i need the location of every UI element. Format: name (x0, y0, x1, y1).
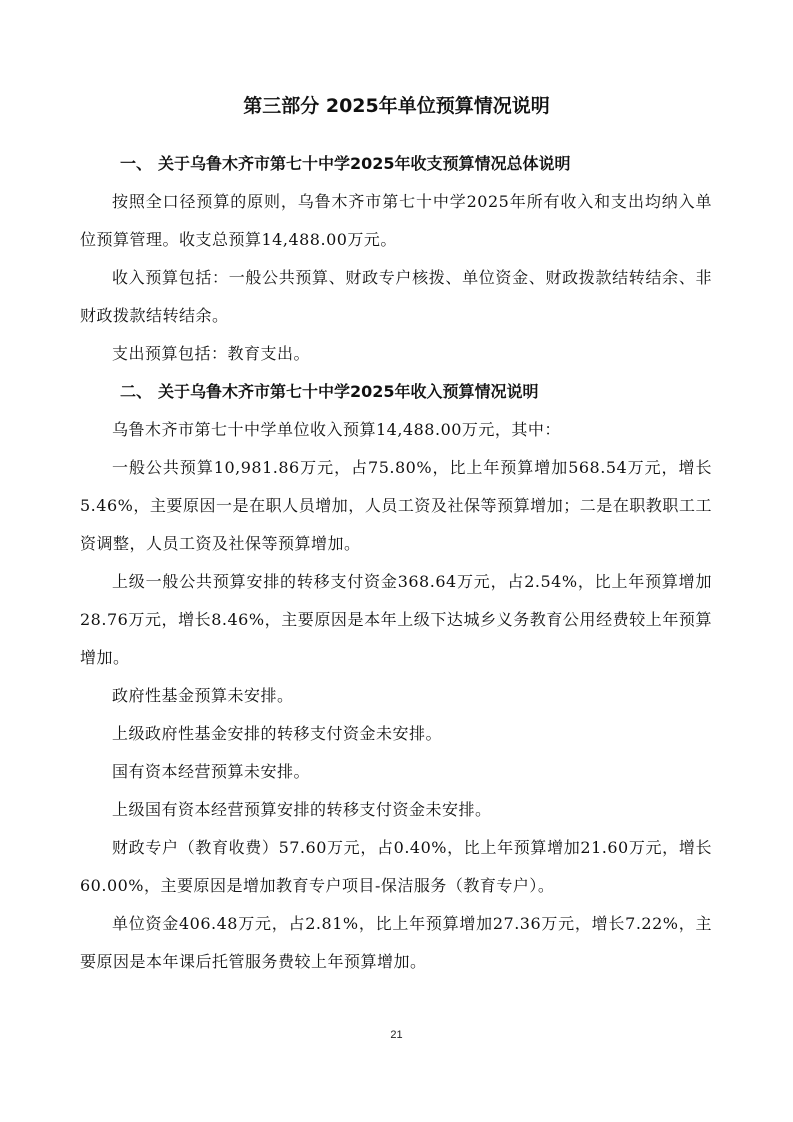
section-heading-1 (120, 145, 712, 183)
section-heading-2 (120, 373, 712, 411)
paragraph: 上级一般公共预算安排的转移支付资金368.64万元，占2.54%，比上年预算增加28.76万元，增长8.46%，主要原因是本年上级下达城乡义务教育公用经费较上年预算增加。 (80, 572, 712, 667)
paragraph: 按照全口径预算的原则，乌鲁木齐市第七十中学2025年所有收入和支出均纳入单位预算管理。收支总预算14,488.00万元。 (80, 192, 712, 249)
page-number: 21 (390, 1029, 403, 1041)
paragraph: 国有资本经营预算未安排。 (112, 762, 311, 781)
paragraph: 一般公共预算10,981.86万元，占75.80%，比上年预算增加568.54万元，增长5.46%，主要原因一是在职人员增加，人员工资及社保等预算增加；二是在职教职工工资调整，人员工资及社保等预算增加。 (80, 458, 712, 553)
paragraph: 财政专户（教育收费）57.60万元，占0.40%，比上年预算增加21.60万元，增长60.00%，主要原因是增加教育专户项目-保洁服务（教育专户）。 (80, 838, 712, 895)
paragraph: 乌鲁木齐市第七十中学单位收入预算14,488.00万元，其中： (112, 420, 561, 439)
paragraph: 支出预算包括：教育支出。 (112, 344, 311, 363)
paragraph: 政府性基金预算未安排。 (112, 686, 294, 705)
page-title: 第三部分 2025年单位预算情况说明 (243, 95, 550, 117)
section-heading-text-1: 关于乌鲁木齐市第七十中学2025年收支预算情况总体说明 (158, 154, 571, 173)
section-number-1: 一、 (120, 154, 153, 173)
paragraph: 收入预算包括：一般公共预算、财政专户核拨、单位资金、财政拨款结转结余、非财政拨款结转结余。 (80, 268, 712, 325)
paragraph: 上级政府性基金安排的转移支付资金未安排。 (112, 724, 443, 743)
section-heading-text-2: 关于乌鲁木齐市第七十中学2025年收入预算情况说明 (158, 382, 539, 401)
document-body (80, 145, 712, 981)
section-number-2: 二、 (120, 382, 153, 401)
paragraph: 单位资金406.48万元，占2.81%，比上年预算增加27.36万元，增长7.22%，主要原因是本年课后托管服务费较上年预算增加。 (80, 914, 712, 971)
paragraph: 上级国有资本经营预算安排的转移支付资金未安排。 (112, 800, 492, 819)
